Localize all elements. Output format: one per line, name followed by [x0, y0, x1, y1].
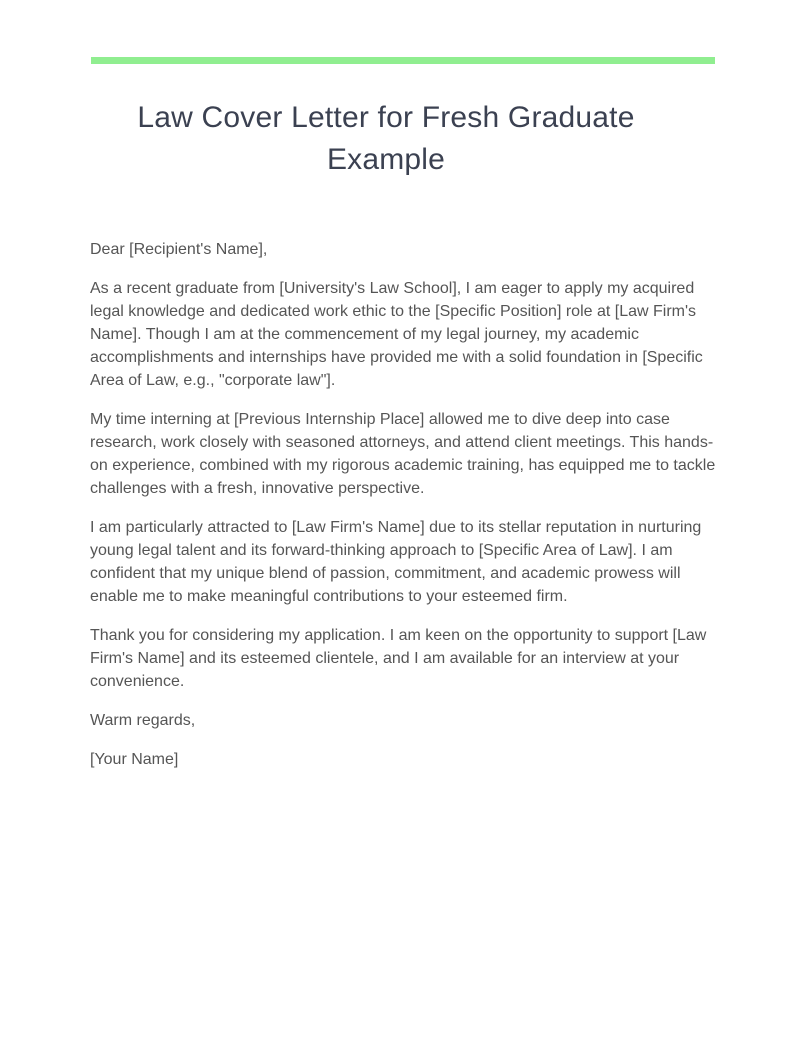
paragraph-2: My time interning at [Previous Internship Place] allowed me to dive deep into case research, work closely with seasoned attorneys, and attend client meetings. This hands-on experience, combined with my rigorous academic training, has equipped me to tackle challenges with a fresh, innovative perspective.	[90, 411, 716, 497]
salutation: Dear [Recipient's Name],	[90, 241, 268, 258]
paragraph-3: I am particularly attracted to [Law Firm's Name] due to its stellar reputation in nurturing young legal talent and its forward-thinking approach to [Specific Area of Law]. I am confident that my unique blend of passion, commitment, and academic prowess will enable me to make meaningful contributions to your esteemed firm.	[90, 519, 702, 605]
accent-bar	[91, 57, 715, 64]
letter-body	[90, 238, 716, 771]
closing: Warm regards,	[90, 712, 196, 729]
paragraph-1: As a recent graduate from [University's Law School], I am eager to apply my acquired legal knowledge and dedicated work ethic to the [Specific Position] role at [Law Firm's Name]. Though I am at the commencement of my legal journey, my academic accomplishments and internships have provided me with a solid foundation in [Specific Area of Law, e.g., "corporate law"].	[90, 280, 703, 389]
paragraph-4: Thank you for considering my application. I am keen on the opportunity to support [Law Firm's Name] and its esteemed clientele, and I am available for an interview at your convenience.	[90, 627, 707, 690]
signature: [Your Name]	[90, 751, 179, 768]
page-title: Law Cover Letter for Fresh Graduate Example	[137, 101, 635, 176]
